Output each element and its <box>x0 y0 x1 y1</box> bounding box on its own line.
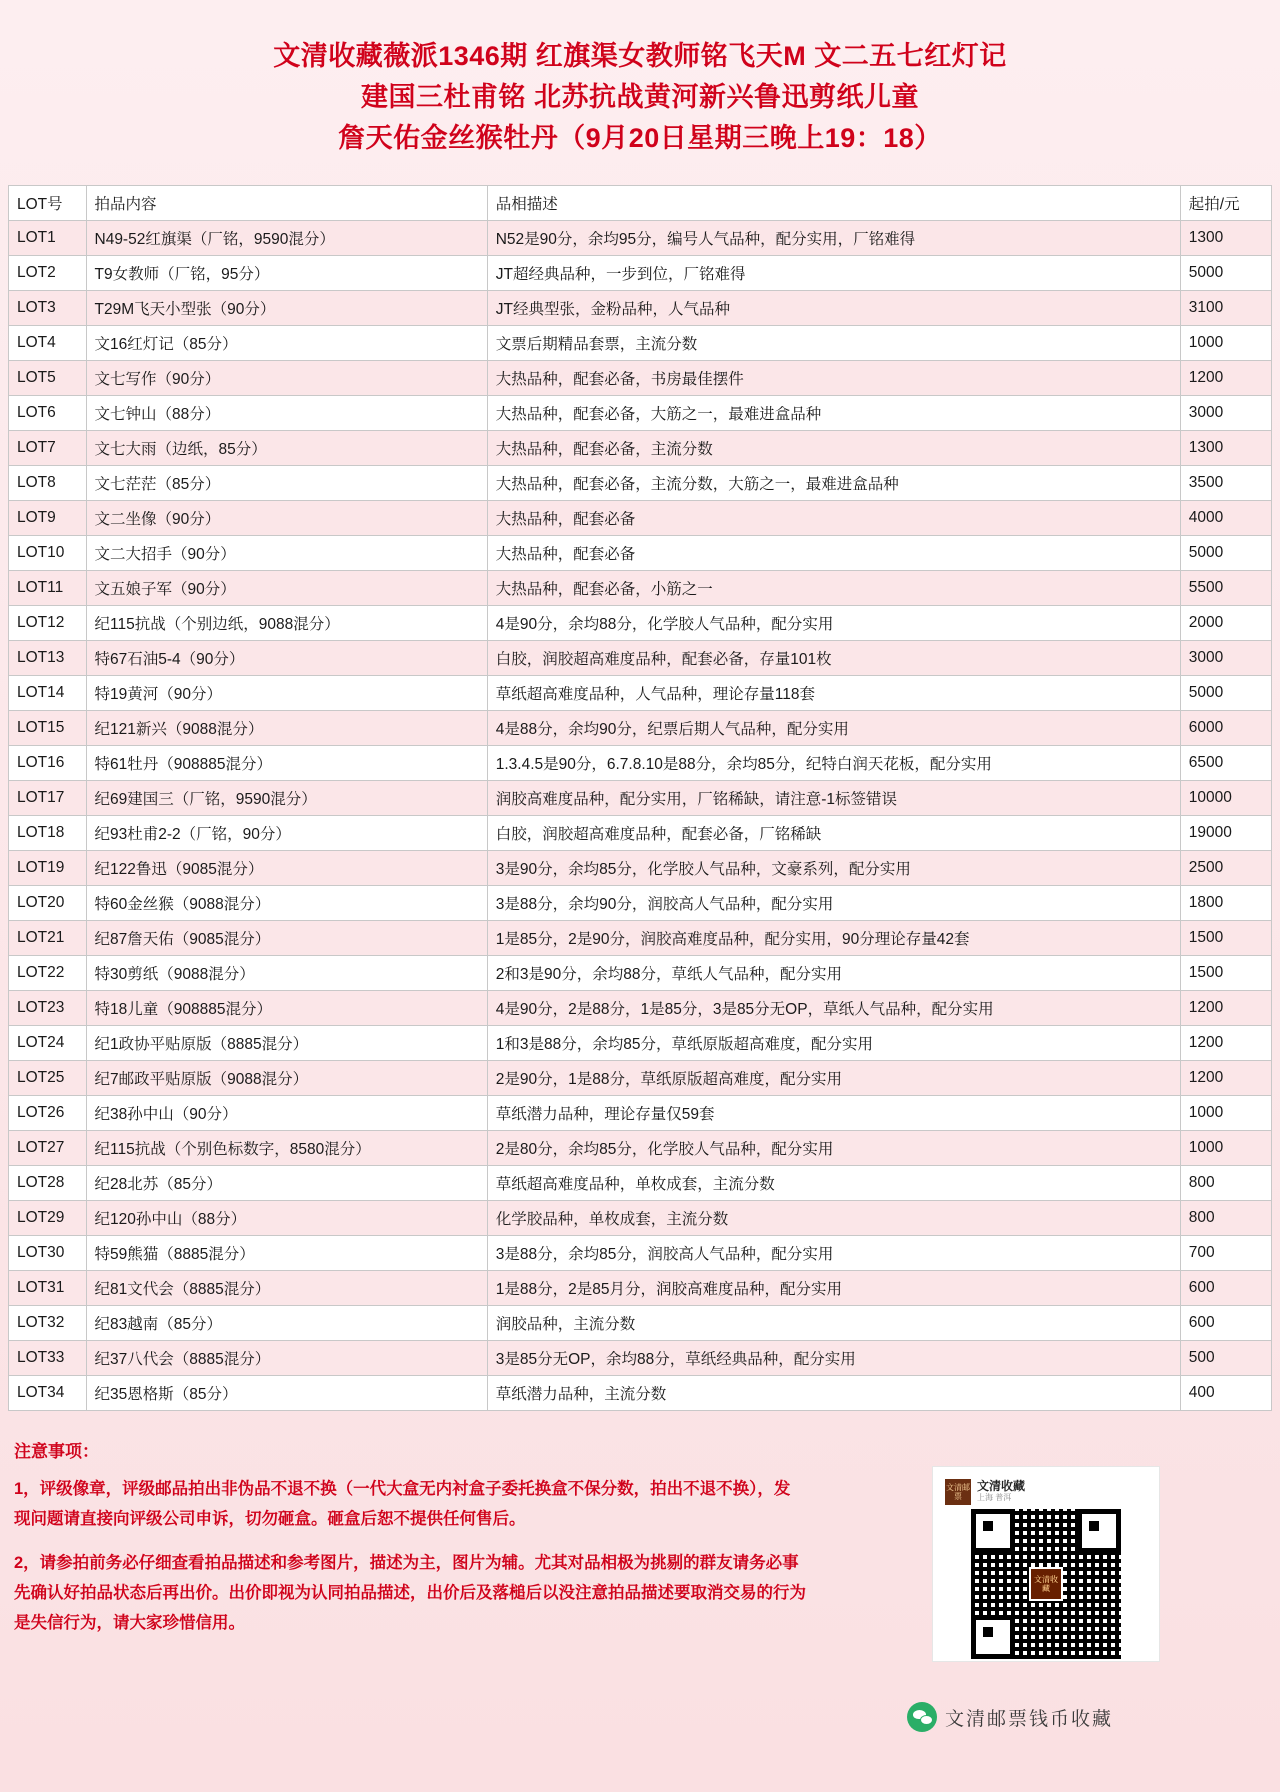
cell-start-price: 500 <box>1180 1341 1271 1376</box>
table-row <box>9 1026 1272 1061</box>
cell-item-content: 纪1政协平贴原版（8885混分） <box>86 1026 487 1061</box>
cell-condition-description: JT经典型张，金粉品种，人气品种 <box>487 291 1180 326</box>
cell-start-price: 1000 <box>1180 1096 1271 1131</box>
cell-condition-description: N52是90分，余均95分，编号人气品种，配分实用，厂铭难得 <box>487 221 1180 256</box>
qr-brand-name: 文清收藏 <box>977 1479 1026 1493</box>
cell-lot-number: LOT7 <box>9 431 87 466</box>
cell-lot-number: LOT27 <box>9 1131 87 1166</box>
cell-lot-number: LOT13 <box>9 641 87 676</box>
table-row <box>9 501 1272 536</box>
cell-item-content: 纪28北苏（85分） <box>86 1166 487 1201</box>
cell-condition-description: JT超经典品种，一步到位，厂铭难得 <box>487 256 1180 291</box>
column-header-price: 起拍/元 <box>1180 186 1271 221</box>
column-header-item: 拍品内容 <box>86 186 487 221</box>
wechat-icon <box>907 1702 937 1732</box>
cell-item-content: 特19黄河（90分） <box>86 676 487 711</box>
cell-item-content: 特18儿童（908885混分） <box>86 991 487 1026</box>
cell-start-price: 1800 <box>1180 886 1271 921</box>
wechat-account-label: 文清邮票钱币收藏 <box>944 1708 1113 1730</box>
cell-lot-number: LOT26 <box>9 1096 87 1131</box>
cell-start-price: 5000 <box>1180 676 1271 711</box>
qr-card <box>932 1466 1160 1662</box>
table-row <box>9 991 1272 1026</box>
notes-title: 注意事项： <box>14 1442 99 1461</box>
cell-condition-description: 2和3是90分，余均88分，草纸人气品种，配分实用 <box>487 956 1180 991</box>
cell-item-content: 特30剪纸（9088混分） <box>86 956 487 991</box>
cell-start-price: 2500 <box>1180 851 1271 886</box>
table-row <box>9 1061 1272 1096</box>
cell-condition-description: 白胶，润胶超高难度品种，配套必备，厂铭稀缺 <box>487 816 1180 851</box>
cell-condition-description: 大热品种，配套必备，书房最佳摆件 <box>487 361 1180 396</box>
qr-brand-text <box>977 1480 1025 1504</box>
cell-condition-description: 1和3是88分，余均85分，草纸原版超高难度，配分实用 <box>487 1026 1180 1061</box>
cell-condition-description: 草纸超高难度品种，单枚成套，主流分数 <box>487 1166 1180 1201</box>
table-row <box>9 1236 1272 1271</box>
cell-lot-number: LOT1 <box>9 221 87 256</box>
cell-start-price: 1500 <box>1180 921 1271 956</box>
header-line-3: 詹天佑金丝猴牡丹（9月20日星期三晚上19：18） <box>338 123 942 153</box>
cell-start-price: 2000 <box>1180 606 1271 641</box>
cell-condition-description: 润胶高难度品种，配分实用，厂铭稀缺，请注意-1标签错误 <box>487 781 1180 816</box>
cell-start-price: 10000 <box>1180 781 1271 816</box>
page-header <box>0 0 1280 177</box>
cell-condition-description: 草纸潜力品种，理论存量仅59套 <box>487 1096 1180 1131</box>
table-row <box>9 851 1272 886</box>
cell-item-content: T9女教师（厂铭，95分） <box>86 256 487 291</box>
cell-condition-description: 化学胶品种，单枚成套，主流分数 <box>487 1201 1180 1236</box>
cell-lot-number: LOT3 <box>9 291 87 326</box>
cell-condition-description: 大热品种，配套必备，大筋之一，最难进盒品种 <box>487 396 1180 431</box>
table-row <box>9 641 1272 676</box>
table-row <box>9 256 1272 291</box>
cell-item-content: 纪38孙中山（90分） <box>86 1096 487 1131</box>
table-row <box>9 571 1272 606</box>
note-item-1: 1，评级像章，评级邮品拍出非伪品不退不换（一代大盒无内衬盒子委托换盒不保分数，拍出不退不换），发现问题请直接向评级公司申诉，切勿砸盒。砸盒后恕不提供任何售后。 <box>14 1480 791 1528</box>
cell-lot-number: LOT33 <box>9 1341 87 1376</box>
cell-lot-number: LOT21 <box>9 921 87 956</box>
table-row <box>9 1376 1272 1411</box>
cell-condition-description: 4是90分，2是88分，1是85分，3是85分无OP，草纸人气品种，配分实用 <box>487 991 1180 1026</box>
cell-lot-number: LOT5 <box>9 361 87 396</box>
cell-item-content: 纪115抗战（个别色标数字，8580混分） <box>86 1131 487 1166</box>
qr-finder-top-right <box>1077 1509 1121 1553</box>
cell-lot-number: LOT23 <box>9 991 87 1026</box>
cell-condition-description: 草纸潜力品种，主流分数 <box>487 1376 1180 1411</box>
cell-item-content: T29M飞天小型张（90分） <box>86 291 487 326</box>
table-row <box>9 1166 1272 1201</box>
qr-brand-row <box>941 1475 1151 1509</box>
cell-start-price: 3000 <box>1180 396 1271 431</box>
cell-start-price: 5500 <box>1180 571 1271 606</box>
cell-condition-description: 大热品种，配套必备，小筋之一 <box>487 571 1180 606</box>
cell-start-price: 800 <box>1180 1166 1271 1201</box>
cell-item-content: 纪7邮政平贴原版（9088混分） <box>86 1061 487 1096</box>
cell-lot-number: LOT20 <box>9 886 87 921</box>
cell-lot-number: LOT17 <box>9 781 87 816</box>
cell-lot-number: LOT18 <box>9 816 87 851</box>
table-row <box>9 956 1272 991</box>
cell-lot-number: LOT28 <box>9 1166 87 1201</box>
cell-item-content: 特61牡丹（908885混分） <box>86 746 487 781</box>
table-row <box>9 1271 1272 1306</box>
cell-item-content: 纪35恩格斯（85分） <box>86 1376 487 1411</box>
cell-lot-number: LOT6 <box>9 396 87 431</box>
qr-finder-bottom-left <box>971 1615 1015 1659</box>
cell-lot-number: LOT24 <box>9 1026 87 1061</box>
cell-condition-description: 3是90分，余均85分，化学胶人气品种，文豪系列，配分实用 <box>487 851 1180 886</box>
cell-condition-description: 1.3.4.5是90分，6.7.8.10是88分，余均85分，纪特白润天花板，配分实用 <box>487 746 1180 781</box>
qr-brand-sub: 上海 普洱 <box>977 1493 1012 1502</box>
qr-finder-top-left <box>971 1509 1015 1553</box>
cell-item-content: 纪87詹天佑（9085混分） <box>86 921 487 956</box>
cell-lot-number: LOT9 <box>9 501 87 536</box>
cell-item-content: N49-52红旗渠（厂铭，9590混分） <box>86 221 487 256</box>
cell-item-content: 文七茫茫（85分） <box>86 466 487 501</box>
cell-item-content: 纪83越南（85分） <box>86 1306 487 1341</box>
note-item-2: 2，请参拍前务必仔细查看拍品描述和参考图片，描述为主，图片为辅。尤其对品相极为挑剔的群友请务必事先确认好拍品状态后再出价。出价即视为认同拍品描述，出价后及落槌后以没注意拍品描述要取消交易的行为是失信行为，请大家珍惜信用。 <box>14 1554 806 1632</box>
cell-start-price: 1200 <box>1180 1026 1271 1061</box>
table-row <box>9 711 1272 746</box>
table-row <box>9 396 1272 431</box>
lots-table-body <box>9 221 1272 1411</box>
table-row <box>9 536 1272 571</box>
cell-condition-description: 4是90分，余均88分，化学胶人气品种，配分实用 <box>487 606 1180 641</box>
cell-item-content: 特59熊猫（8885混分） <box>86 1236 487 1271</box>
notes-section <box>0 1411 820 1638</box>
cell-start-price: 1500 <box>1180 956 1271 991</box>
table-row <box>9 1201 1272 1236</box>
cell-item-content: 文五娘子军（90分） <box>86 571 487 606</box>
table-row <box>9 431 1272 466</box>
cell-item-content: 纪120孙中山（88分） <box>86 1201 487 1236</box>
cell-start-price: 3100 <box>1180 291 1271 326</box>
lots-table-container <box>0 185 1280 1411</box>
cell-condition-description: 1是88分，2是85月分，润胶高难度品种，配分实用 <box>487 1271 1180 1306</box>
cell-item-content: 纪122鲁迅（9085混分） <box>86 851 487 886</box>
cell-item-content: 纪37八代会（8885混分） <box>86 1341 487 1376</box>
cell-condition-description: 3是88分，余均85分，润胶高人气品种，配分实用 <box>487 1236 1180 1271</box>
qr-center-logo-icon: 文清收藏 <box>1029 1567 1063 1601</box>
table-row <box>9 886 1272 921</box>
cell-start-price: 600 <box>1180 1306 1271 1341</box>
cell-start-price: 1000 <box>1180 1131 1271 1166</box>
cell-lot-number: LOT11 <box>9 571 87 606</box>
table-row <box>9 606 1272 641</box>
cell-lot-number: LOT29 <box>9 1201 87 1236</box>
cell-lot-number: LOT2 <box>9 256 87 291</box>
cell-item-content: 文七大雨（边纸，85分） <box>86 431 487 466</box>
cell-item-content: 纪69建国三（厂铭，9590混分） <box>86 781 487 816</box>
cell-lot-number: LOT4 <box>9 326 87 361</box>
cell-start-price: 400 <box>1180 1376 1271 1411</box>
cell-lot-number: LOT12 <box>9 606 87 641</box>
table-row <box>9 746 1272 781</box>
table-row <box>9 676 1272 711</box>
brand-logo-icon: 文清邮票 <box>945 1479 971 1505</box>
cell-lot-number: LOT30 <box>9 1236 87 1271</box>
cell-lot-number: LOT19 <box>9 851 87 886</box>
cell-lot-number: LOT15 <box>9 711 87 746</box>
cell-lot-number: LOT31 <box>9 1271 87 1306</box>
lots-table <box>8 185 1272 1411</box>
cell-condition-description: 大热品种，配套必备 <box>487 501 1180 536</box>
cell-start-price: 700 <box>1180 1236 1271 1271</box>
cell-condition-description: 2是90分，1是88分，草纸原版超高难度，配分实用 <box>487 1061 1180 1096</box>
cell-condition-description: 白胶，润胶超高难度品种，配套必备，存量101枚 <box>487 641 1180 676</box>
wechat-account-line <box>860 1702 1160 1732</box>
cell-item-content: 纪115抗战（个别边纸，9088混分） <box>86 606 487 641</box>
table-header-row <box>9 186 1272 221</box>
table-row <box>9 1131 1272 1166</box>
table-row <box>9 781 1272 816</box>
cell-condition-description: 大热品种，配套必备，主流分数 <box>487 431 1180 466</box>
qr-code-icon[interactable] <box>971 1509 1121 1659</box>
table-row <box>9 921 1272 956</box>
cell-start-price: 600 <box>1180 1271 1271 1306</box>
column-header-desc: 品相描述 <box>487 186 1180 221</box>
column-header-lot: LOT号 <box>9 186 87 221</box>
cell-condition-description: 文票后期精品套票，主流分数 <box>487 326 1180 361</box>
cell-lot-number: LOT16 <box>9 746 87 781</box>
table-row <box>9 1306 1272 1341</box>
qr-area <box>932 1466 1160 1662</box>
cell-condition-description: 3是88分，余均90分，润胶高人气品种，配分实用 <box>487 886 1180 921</box>
cell-lot-number: LOT14 <box>9 676 87 711</box>
cell-condition-description: 润胶品种，主流分数 <box>487 1306 1180 1341</box>
cell-item-content: 纪121新兴（9088混分） <box>86 711 487 746</box>
cell-start-price: 3500 <box>1180 466 1271 501</box>
cell-start-price: 3000 <box>1180 641 1271 676</box>
cell-item-content: 文二坐像（90分） <box>86 501 487 536</box>
cell-start-price: 1200 <box>1180 361 1271 396</box>
cell-condition-description: 3是85分无OP，余均88分，草纸经典品种，配分实用 <box>487 1341 1180 1376</box>
table-row <box>9 1096 1272 1131</box>
cell-item-content: 特67石油5-4（90分） <box>86 641 487 676</box>
cell-start-price: 1200 <box>1180 991 1271 1026</box>
cell-start-price: 1300 <box>1180 431 1271 466</box>
table-row <box>9 816 1272 851</box>
cell-condition-description: 2是80分，余均85分，化学胶人气品种，配分实用 <box>487 1131 1180 1166</box>
cell-item-content: 文二大招手（90分） <box>86 536 487 571</box>
cell-item-content: 文七钟山（88分） <box>86 396 487 431</box>
cell-start-price: 4000 <box>1180 501 1271 536</box>
header-line-1: 文清收藏薇派1346期 红旗渠女教师铭飞天M 文二五七红灯记 <box>273 41 1007 71</box>
cell-condition-description: 1是85分，2是90分，润胶高难度品种，配分实用，90分理论存量42套 <box>487 921 1180 956</box>
cell-start-price: 800 <box>1180 1201 1271 1236</box>
cell-start-price: 1000 <box>1180 326 1271 361</box>
cell-start-price: 6000 <box>1180 711 1271 746</box>
cell-item-content: 文16红灯记（85分） <box>86 326 487 361</box>
cell-item-content: 纪81文代会（8885混分） <box>86 1271 487 1306</box>
cell-start-price: 6500 <box>1180 746 1271 781</box>
header-line-2: 建国三杜甫铭 北苏抗战黄河新兴鲁迅剪纸儿童 <box>360 82 919 112</box>
cell-lot-number: LOT22 <box>9 956 87 991</box>
cell-condition-description: 大热品种，配套必备，主流分数，大筋之一，最难进盒品种 <box>487 466 1180 501</box>
cell-start-price: 5000 <box>1180 536 1271 571</box>
cell-condition-description: 4是88分，余均90分，纪票后期人气品种，配分实用 <box>487 711 1180 746</box>
table-row <box>9 221 1272 256</box>
cell-item-content: 文七写作（90分） <box>86 361 487 396</box>
cell-item-content: 特60金丝猴（9088混分） <box>86 886 487 921</box>
cell-lot-number: LOT8 <box>9 466 87 501</box>
cell-lot-number: LOT32 <box>9 1306 87 1341</box>
cell-lot-number: LOT34 <box>9 1376 87 1411</box>
cell-lot-number: LOT10 <box>9 536 87 571</box>
table-row <box>9 466 1272 501</box>
cell-start-price: 19000 <box>1180 816 1271 851</box>
cell-condition-description: 草纸超高难度品种，人气品种，理论存量118套 <box>487 676 1180 711</box>
cell-start-price: 1200 <box>1180 1061 1271 1096</box>
cell-lot-number: LOT25 <box>9 1061 87 1096</box>
table-row <box>9 1341 1272 1376</box>
cell-condition-description: 大热品种，配套必备 <box>487 536 1180 571</box>
cell-start-price: 5000 <box>1180 256 1271 291</box>
cell-item-content: 纪93杜甫2-2（厂铭，90分） <box>86 816 487 851</box>
table-row <box>9 326 1272 361</box>
table-row <box>9 361 1272 396</box>
cell-start-price: 1300 <box>1180 221 1271 256</box>
table-row <box>9 291 1272 326</box>
